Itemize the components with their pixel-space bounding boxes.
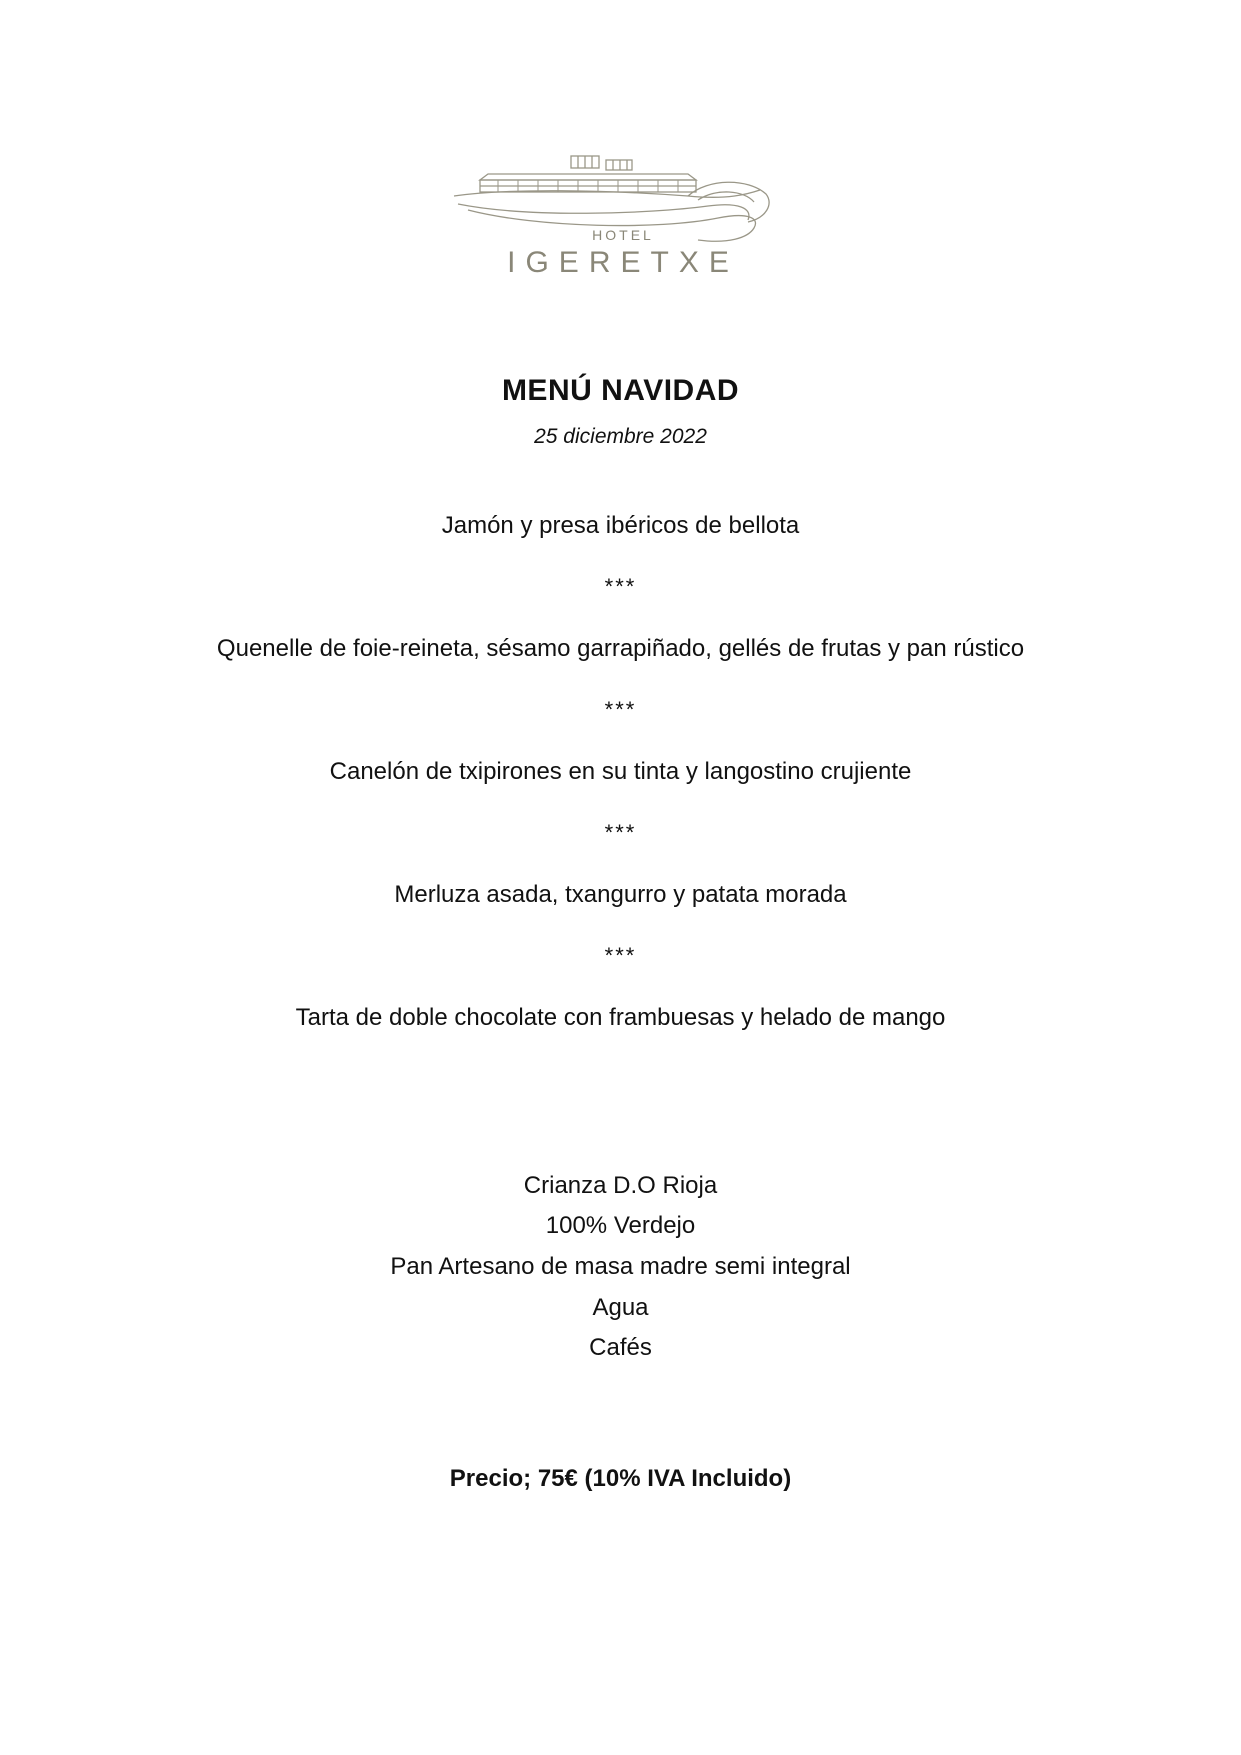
dish-3: Canelón de txipirones en su tinta y langostino crujiente (329, 758, 912, 785)
separator: *** (604, 697, 637, 722)
dish-2: Quenelle de foie-reineta, sésamo garrapiñado, gellés de frutas y pan rústico (216, 635, 1025, 662)
separator: *** (604, 574, 637, 599)
separator: *** (604, 943, 637, 968)
extra-item: Cafés (589, 1334, 652, 1361)
extra-item: 100% Verdejo (545, 1212, 696, 1239)
dish-1: Jamón y presa ibéricos de bellota (441, 512, 800, 539)
dish-4: Merluza asada, txangurro y patata morada (394, 881, 847, 908)
extra-item: Agua (592, 1294, 649, 1321)
separator: *** (604, 820, 637, 845)
extra-item: Pan Artesano de masa madre semi integral (390, 1253, 851, 1280)
menu-date: 25 diciembre 2022 (534, 425, 707, 448)
hotel-logo (448, 148, 798, 278)
logo-hotel-text: HOTEL (592, 227, 654, 243)
price-line: Precio; 75€ (10% IVA Incluido) (449, 1465, 792, 1492)
extra-item: Crianza D.O Rioja (523, 1172, 718, 1199)
hotel-building-logo-icon (448, 148, 798, 278)
menu-title: MENÚ NAVIDAD (501, 374, 740, 407)
dish-5: Tarta de doble chocolate con frambuesas y helado de mango (295, 1004, 946, 1031)
logo-name-text: IGERETXE (507, 246, 739, 278)
